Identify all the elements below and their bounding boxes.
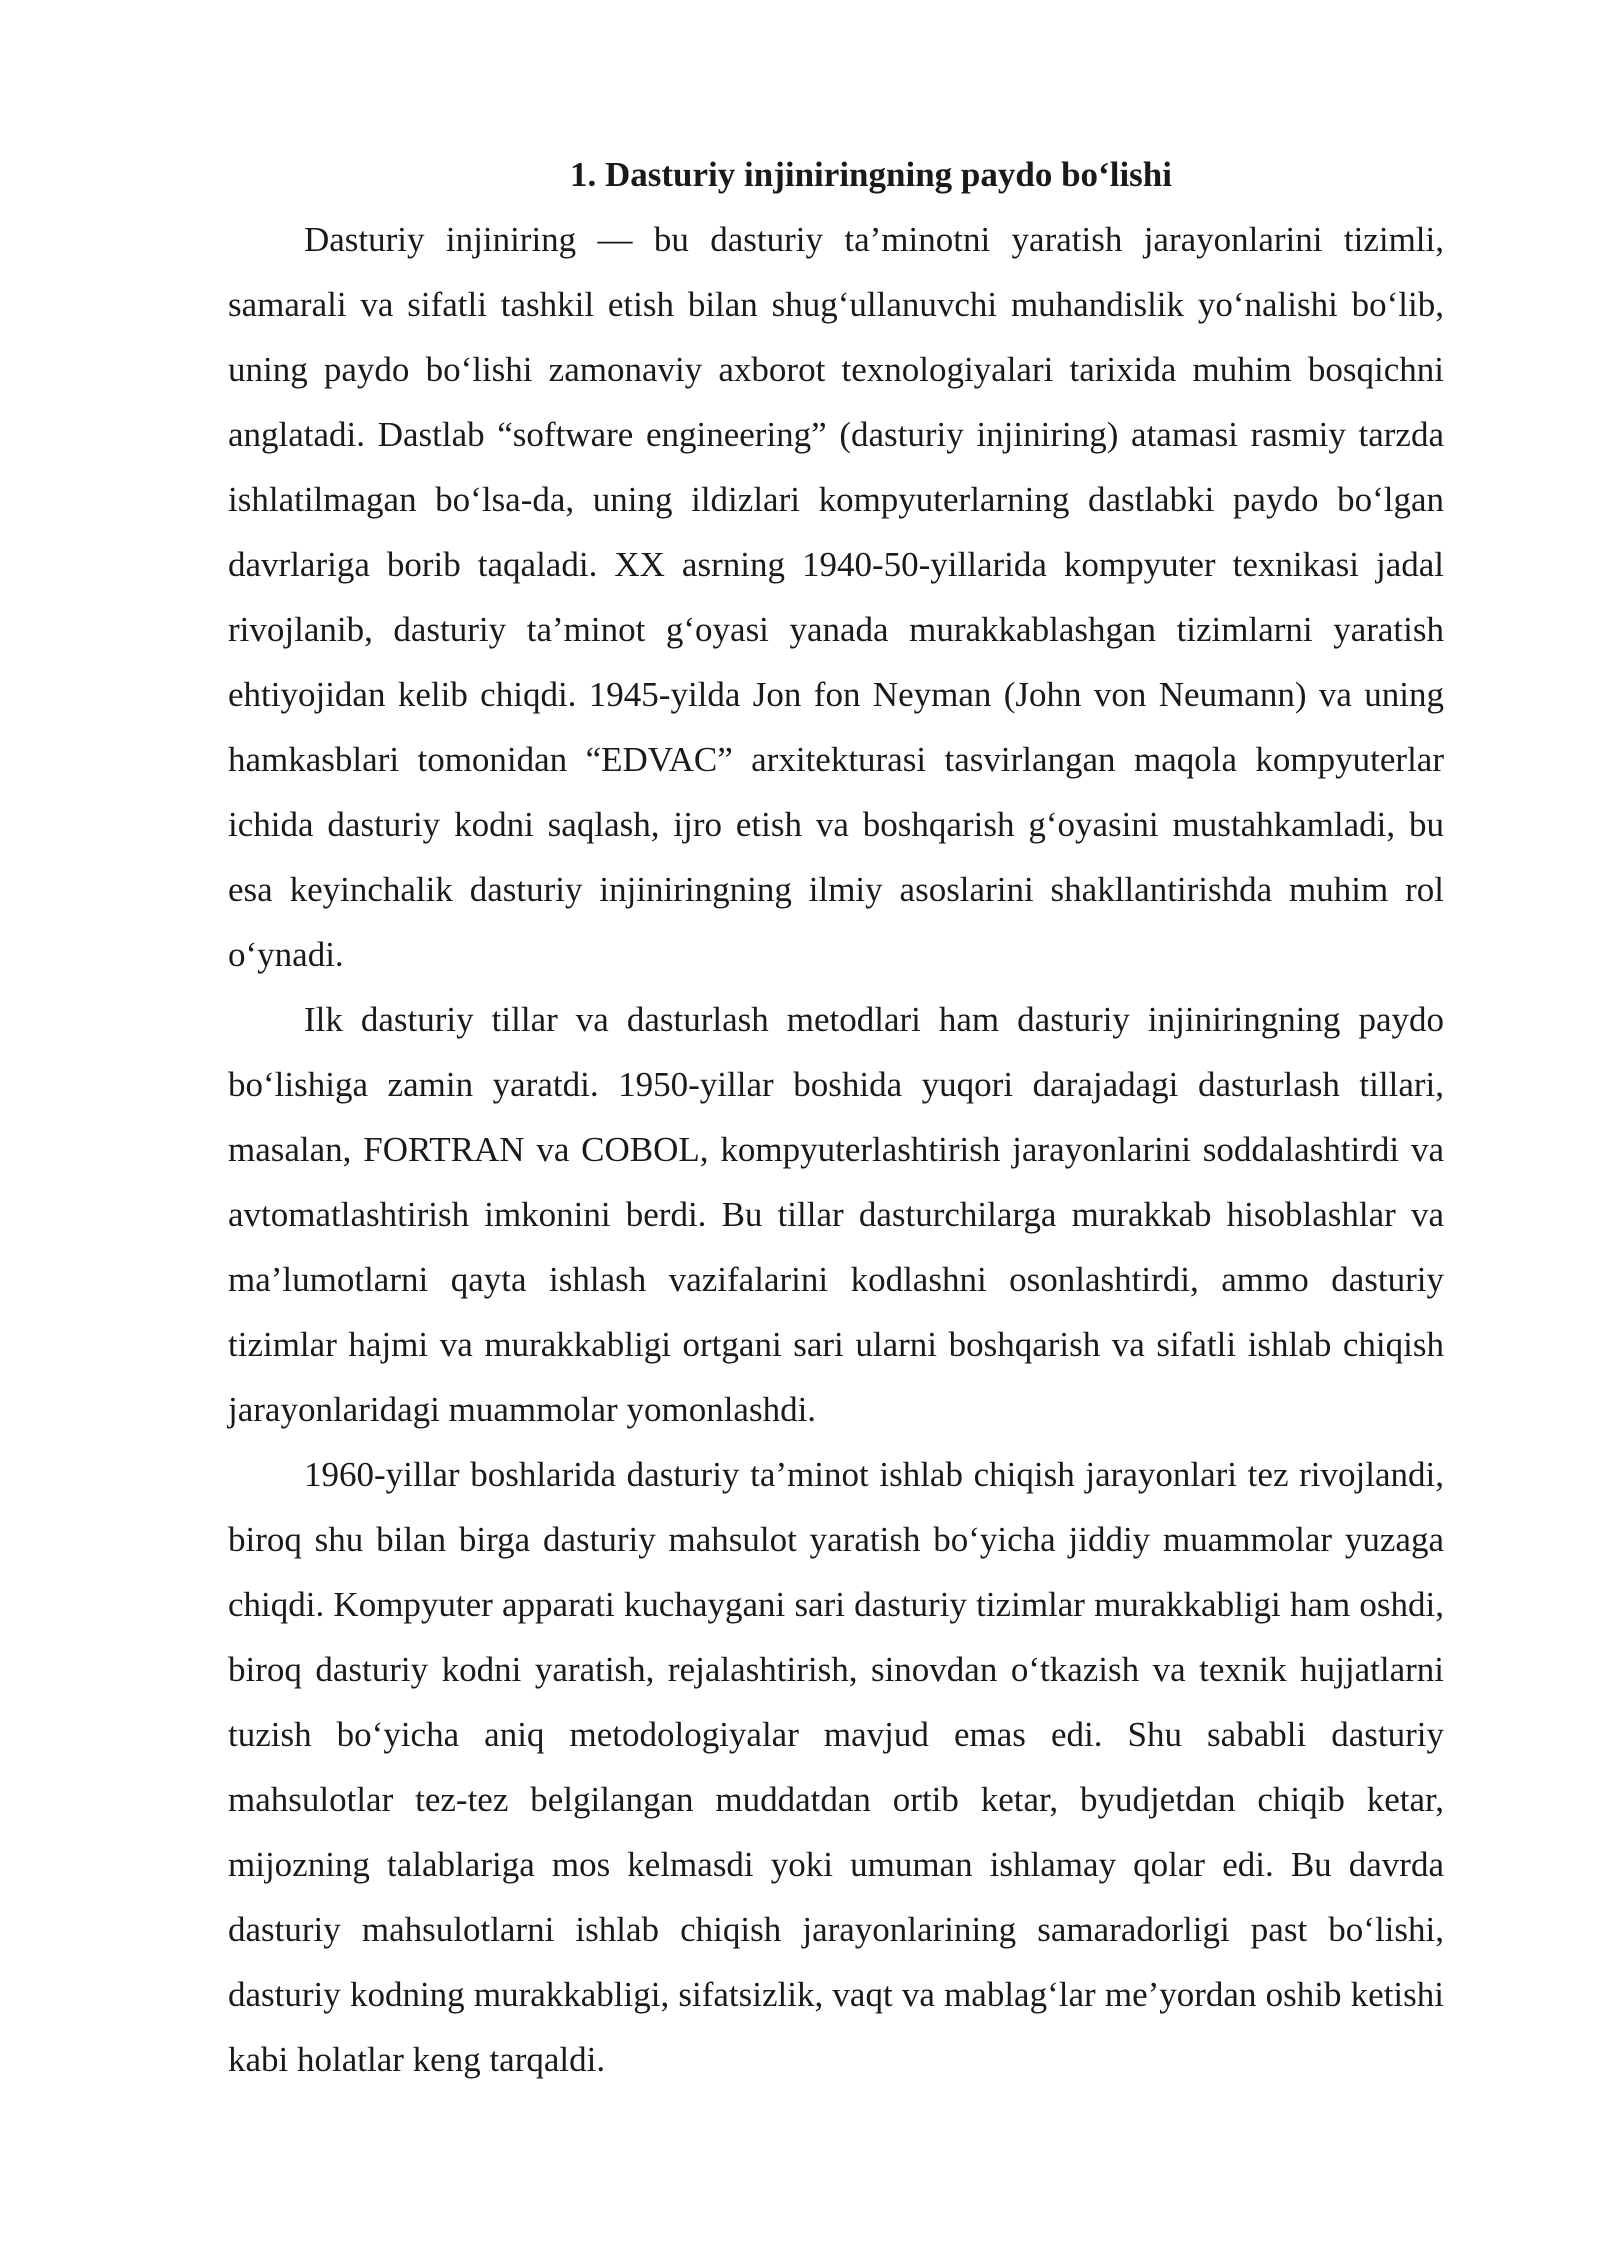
paragraph-3: 1960-yillar boshlarida dasturiy ta’minot ishlab chiqish jarayonlari tez rivojlandi, biroq shu bilan birga dasturiy mahsulot yaratish bo‘yicha jiddiy muammolar yuzaga chiqdi. Kompyuter apparati kuchaygani sari dasturiy tizimlar murakkabligi ham oshdi, biroq dasturiy kodni yaratish, rejalashtirish, sinovdan o‘tkazish va texnik hujjatlarni tuzish bo‘yicha aniq metodologiyalar mavjud emas edi. Shu sababli dasturiy mahsulotlar tez-tez belgilangan muddatdan ortib ketar, byudjetdan chiqib ketar, mijozning talablariga mos kelmasdi yoki umuman ishlamay qolar edi. Bu davrda dasturiy mahsulotlarni ishlab chiqish jarayonlarining samaradorligi past bo‘lishi, dasturiy kodning murakkabligi, sifatsizlik, vaqt va mablag‘lar me’yordan oshib ketishi kabi holatlar keng tarqaldi. <box>228 1455 1444 2079</box>
paragraph-1: Dasturiy injiniring — bu dasturiy ta’minotni yaratish jarayonlarini tizimli, samarali va sifatli tashkil etish bilan shug‘ullanuvchi muhandislik yo‘nalishi bo‘lib, uning paydo bo‘lishi zamonaviy axborot texnologiyalari tarixida muhim bosqichni anglatadi. Dastlab “software engineering” (dasturiy injiniring) atamasi rasmiy tarzda ishlatilmagan bo‘lsa-da, uning ildizlari kompyuterlarning dastlabki paydo bo‘lgan davrlariga borib taqaladi. XX asrning 1940-50-yillarida kompyuter texnikasi jadal rivojlanib, dasturiy ta’minot g‘oyasi yanada murakkablashgan tizimlarni yaratish ehtiyojidan kelib chiqdi. 1945-yilda Jon fon Neyman (John von Neumann) va uning hamkasblari tomonidan “EDVAC” arxitekturasi tasvirlangan maqola kompyuterlar ichida dasturiy kodni saqlash, ijro etish va boshqarish g‘oyasini mustahkamladi, bu esa keyinchalik dasturiy injiniringning ilmiy asoslarini shakllantirishda muhim rol o‘ynadi. <box>228 220 1444 974</box>
paragraph-2: Ilk dasturiy tillar va dasturlash metodlari ham dasturiy injiniringning paydo bo‘lishiga zamin yaratdi. 1950-yillar boshida yuqori darajadagi dasturlash tillari, masalan, FORTRAN va COBOL, kompyuterlashtirish jarayonlarini soddalashtirdi va avtomatlashtirish imkonini berdi. Bu tillar dasturchilarga murakkab hisoblashlar va ma’lumotlarni qayta ishlash vazifalarini kodlashni osonlashtirdi, ammo dasturiy tizimlar hajmi va murakkabligi ortgani sari ularni boshqarish va sifatli ishlab chiqish jarayonlaridagi muammolar yomonlashdi. <box>228 1000 1444 1429</box>
section-title: 1. Dasturiy injiniringning paydo bo‘lishi <box>570 155 1172 194</box>
document-body <box>228 142 1444 2092</box>
